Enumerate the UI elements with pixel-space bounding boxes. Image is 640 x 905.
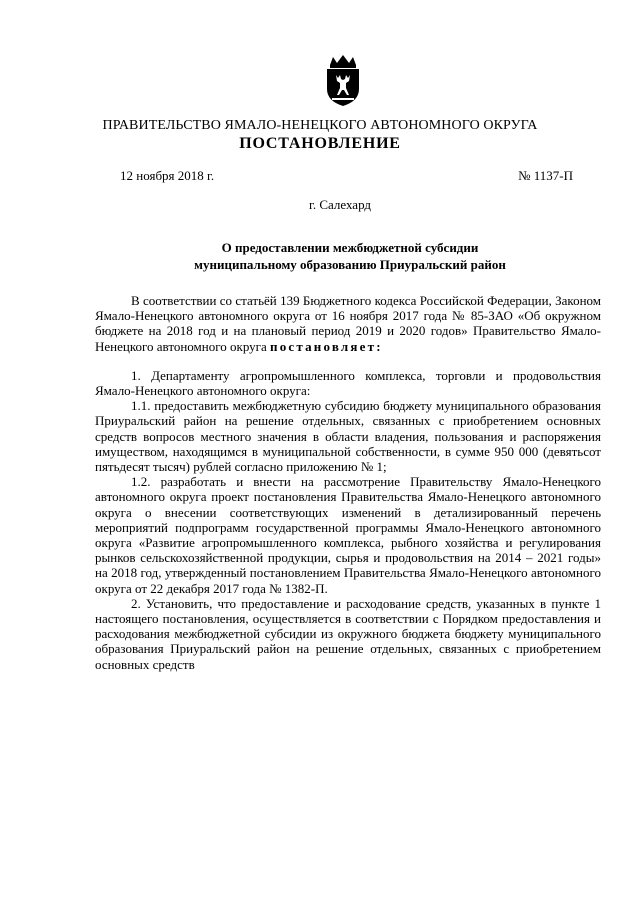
yamal-coat-of-arms-icon (322, 55, 364, 107)
title-line-2: муниципальному образованию Приуральский район (194, 257, 506, 272)
paragraph-1: 1. Департаменту агропромышленного комплекса, торговли и продовольствия Ямало-Ненецкого автономного округа: (95, 367, 601, 399)
document-body (95, 293, 601, 672)
document-title (90, 239, 610, 273)
paragraph-2: 2. Установить, что предоставление и расходование средств, указанных в пункте 1 настоящего постановления, осуществляется в соответствии с Порядком предоставления и расходования межбюджетной субсидии из окружного бюджета бюджету муниципального образования Приуральский район на решение отдельных, связанных с приобретением основных средств (95, 595, 601, 672)
government-name: ПРАВИТЕЛЬСТВО ЯМАЛО-НЕНЕЦКОГО АВТОНОМНОГО ОКРУГА (102, 118, 538, 133)
document-type: ПОСТАНОВЛЕНИЕ (239, 135, 401, 152)
document-date: 12 ноября 2018 г. (120, 168, 215, 183)
document-number: № 1137-П (518, 168, 573, 183)
preamble-text: В соответствии со статьёй 139 Бюджетного кодекса Российской Федерации, Законом Ямало-Ненецкого автономного округа от 16 ноября 2017 года № 85-ЗАО «Об окружном бюджете на 2018 год и на плановый период 2019 и 2020 годов» Правительство Ямало-Ненецкого автономного округа (95, 293, 601, 354)
document-city: г. Салехард (308, 197, 372, 212)
preamble-paragraph (95, 293, 601, 354)
paragraph-1-1: 1.1. предоставить межбюджетную субсидию бюджету муниципального образования Приуральский район на решение отдельных, связанных с приобретением основных средств вопросов местного значения в области владения, пользования и распоряжения имуществом, находящимся в муниципальной собственности, в сумме 950 000 (девятьсот пятьдесят тысяч) рублей согласно приложению № 1; (95, 398, 601, 475)
paragraph-1-2: 1.2. разработать и внести на рассмотрение Правительству Ямало-Ненецкого автономного округа проект постановления Правительства Ямало-Ненецкого автономного округа о внесении соответствующих изменений в детализированный перечень мероприятий подпрограмм государственной программы Ямало-Ненецкого автономного округа «Развитие агропромышленного комплекса, рыбного хозяйства и регулирования рынков сельскохозяйственной продукции, сырья и продовольствия на 2014 – 2021 годы» на 2018 год, утвержденный постановлением Правительства Ямало-Ненецкого автономного округа от 22 декабря 2017 года № 1382-П. (95, 474, 601, 596)
decree-word: постановляет: (270, 338, 383, 354)
title-line-1: О предоставлении межбюджетной субсидии (221, 240, 479, 255)
